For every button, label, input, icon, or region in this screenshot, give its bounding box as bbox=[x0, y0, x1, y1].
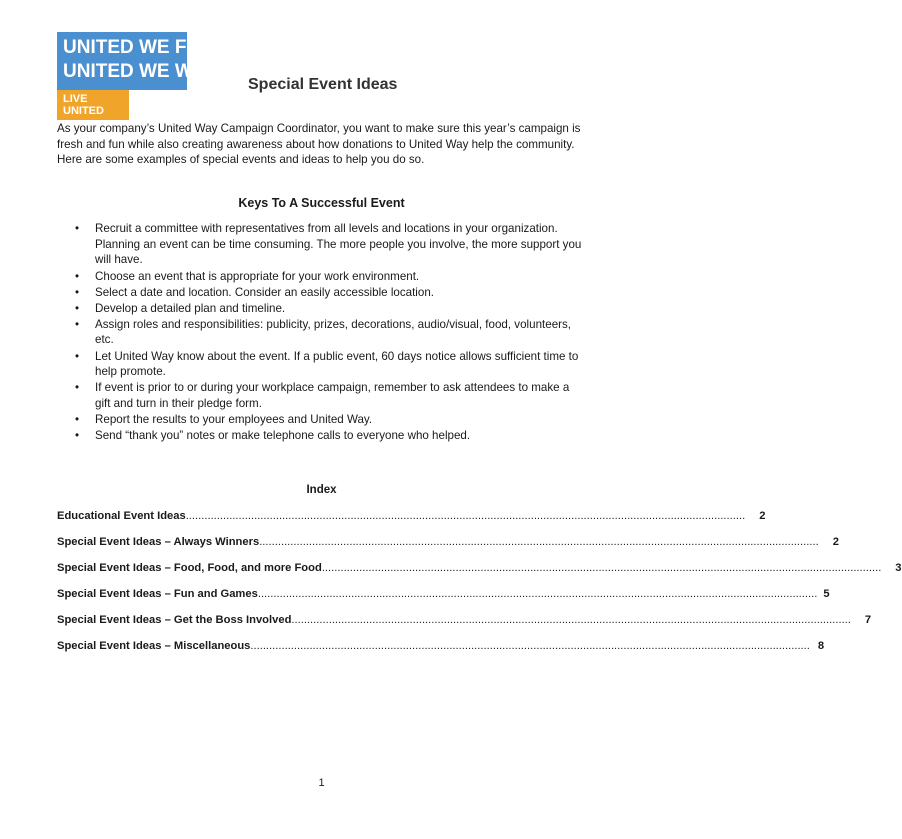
index-entry-page: 8 bbox=[817, 640, 825, 652]
keys-heading: Keys To A Successful Event bbox=[238, 196, 405, 210]
index-entry-page: 2 bbox=[759, 510, 766, 522]
index-heading: Index bbox=[306, 484, 337, 496]
list-item-text: Send “thank you” notes or make telephone calls to everyone who helped. bbox=[95, 429, 471, 443]
index-entry-page: 5 bbox=[823, 588, 830, 600]
index-entry-label: Educational Event Ideas bbox=[57, 510, 186, 522]
list-item-text: Report the results to your employees and United Way. bbox=[95, 413, 373, 427]
index-entry-label: Special Event Ideas – Always Winners bbox=[57, 536, 260, 548]
list-item-text: If event is prior to or during your workplace campaign, remember to ask attendees to make a gift and turn in their pledge form. bbox=[95, 381, 570, 411]
list-item-text: Assign roles and responsibilities: publicity, prizes, decorations, audio/visual, food, volunteers, etc. bbox=[95, 317, 572, 347]
bullet-icon: • bbox=[75, 349, 80, 363]
list-item bbox=[75, 380, 585, 411]
index-leader-dots: .................................................................................................................................................................................... bbox=[321, 562, 882, 574]
index-leader-dots: .................................................................................................................................................................................... bbox=[250, 640, 810, 652]
index-table bbox=[57, 510, 902, 666]
index-entry[interactable] bbox=[57, 510, 766, 536]
list-item bbox=[75, 317, 585, 348]
index-leader-dots: .................................................................................................................................................................................... bbox=[259, 536, 819, 548]
index-entry-label: Special Event Ideas – Fun and Games bbox=[57, 588, 258, 600]
list-item-text: Recruit a committee with representatives from all levels and locations in your organization. Planning an event can be time consuming. The more people you involve, the more support you will have. bbox=[95, 222, 582, 267]
bullet-icon: • bbox=[75, 429, 80, 443]
page-title: Special Event Ideas bbox=[248, 76, 398, 93]
index-entry[interactable] bbox=[57, 588, 830, 614]
logo-tag: LIVE UNITED bbox=[57, 90, 129, 120]
bullet-icon: • bbox=[75, 317, 80, 331]
list-item-text: Let United Way know about the event. If a public event, 60 days notice allows sufficient time to help promote. bbox=[95, 349, 579, 379]
bullet-icon: • bbox=[75, 413, 80, 427]
index-entry-page: 3 bbox=[895, 562, 902, 574]
index-entry-label: Special Event Ideas – Food, Food, and more Food bbox=[57, 562, 322, 574]
list-item bbox=[75, 301, 585, 317]
keys-list bbox=[75, 221, 585, 444]
list-item bbox=[75, 412, 585, 428]
index-leader-dots: .................................................................................................................................................................................... bbox=[185, 510, 746, 522]
list-item-text: Select a date and location. Consider an easily accessible location. bbox=[95, 285, 434, 299]
index-entry[interactable] bbox=[57, 614, 872, 640]
index-entry[interactable] bbox=[57, 640, 825, 666]
page-number: 1 bbox=[318, 777, 325, 789]
bullet-icon: • bbox=[75, 222, 80, 235]
intro-paragraph: As your company’s United Way Campaign Coordinator, you want to make sure this year’s campaign is fresh and fun while also creating awareness about how donations to United Way help the community. Here are some examples of special events and ideas to help you do so. bbox=[57, 122, 581, 166]
bullet-icon: • bbox=[75, 301, 80, 315]
index-leader-dots: .................................................................................................................................................................................... bbox=[257, 588, 818, 600]
index-entry-label: Special Event Ideas – Get the Boss Involved bbox=[57, 614, 292, 626]
united-way-logo bbox=[57, 32, 236, 120]
bullet-icon: • bbox=[75, 269, 80, 283]
bullet-icon: • bbox=[75, 381, 80, 395]
index-entry[interactable] bbox=[57, 562, 902, 588]
list-item bbox=[75, 285, 585, 301]
index-entry[interactable] bbox=[57, 536, 839, 562]
list-item bbox=[75, 349, 585, 380]
logo-line-1: UNITED WE FIGHT. bbox=[63, 37, 236, 58]
list-item-text: Choose an event that is appropriate for your work environment. bbox=[95, 269, 420, 283]
list-item bbox=[75, 221, 585, 268]
list-item bbox=[75, 428, 585, 444]
index-entry-label: Special Event Ideas – Miscellaneous bbox=[57, 640, 251, 652]
index-entry-page: 2 bbox=[832, 536, 839, 548]
logo-line-2: UNITED WE WIN. bbox=[63, 61, 218, 82]
index-entry-page: 7 bbox=[864, 614, 872, 626]
logo-slogan-block bbox=[57, 32, 236, 90]
list-item-text: Develop a detailed plan and timeline. bbox=[95, 301, 286, 315]
bullet-icon: • bbox=[75, 285, 80, 299]
index-leader-dots: .................................................................................................................................................................................... bbox=[291, 614, 851, 626]
list-item bbox=[75, 269, 585, 285]
